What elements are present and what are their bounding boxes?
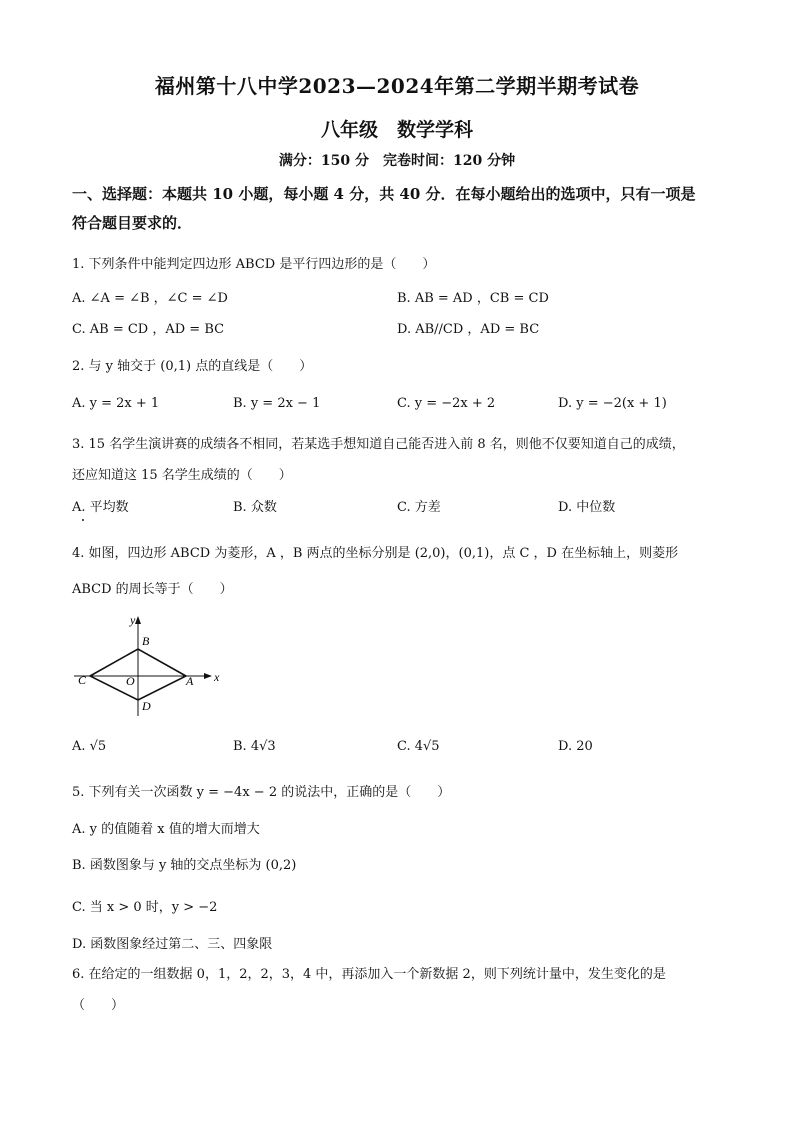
q5-option-b: B. 函数图象与 y 轴的交点坐标为 (0,2) [72,858,297,873]
section-heading-cont: 符合题目要求的． [72,214,193,232]
q3-option-d: D. 中位数 [558,500,616,515]
q4-option-c: C. 4√5 [397,739,440,754]
q1-option-c: C. AB = CD ，AD = BC [72,322,225,337]
q2-option-a: A. y = 2x + 1 [72,396,160,411]
q1-option-a: A. ∠A = ∠B ，∠C = ∠D [72,291,228,306]
label-b: B [142,634,150,648]
label-x: x [214,670,220,684]
exam-title: 福州第十八中学2023—2024年第二学期半期考试卷 [154,74,640,98]
question-4-stem-cont: ABCD 的周长等于（ ） [72,582,233,597]
label-y: y [130,613,136,627]
q1-option-d: D. AB//CD ，AD = BC [397,322,540,337]
exam-info: 满分：150 分 完卷时间：120 分钟 [278,153,516,169]
q3-option-b: B. 众数 [233,500,277,515]
x-axis-arrow [204,673,212,679]
label-o: O [126,674,135,688]
y-axis-arrow [135,616,141,624]
exam-subtitle: 八年级 数学学科 [320,119,473,141]
question-2-stem: 2. 与 y 轴交于 (0,1) 点的直线是（ ） [72,359,313,374]
q3-option-c: C. 方差 [397,500,441,515]
q5-option-d: D. 函数图象经过第二、三、四象限 [72,937,273,952]
q2-option-b: B. y = 2x − 1 [233,396,321,411]
question-3-stem-cont: 还应知道这 15 名学生成绩的（ ） [72,468,292,483]
section-heading: 一、选择题：本题共 10 小题，每小题 4 分，共 40 分．在每小题给出的选项中，只有一项是 [72,185,696,203]
q2-option-d: D. y = −2(x + 1) [558,396,667,411]
q4-option-b: B. 4√3 [233,739,276,754]
question-6-stem: 6. 在给定的一组数据 0，1，2，2，3，4 中，再添加入一个新数据 2，则下列统计量中，发生变化的是 [72,967,666,982]
label-d: D [142,699,151,713]
q4-option-a: A. √5 [72,739,107,754]
stray-dot [82,519,84,521]
question-4-stem: 4. 如图，四边形 ABCD 为菱形，A ，B 两点的坐标分别是 (2,0)，(0,1)，点 C ，D 在坐标轴上，则菱形 [72,546,679,561]
q3-option-a: A. 平均数 [72,500,129,515]
question-5-stem: 5. 下列有关一次函数 y = −4x − 2 的说法中，正确的是（ ） [72,785,451,800]
q5-option-a: A. y 的值随着 x 值的增大而增大 [72,822,260,837]
label-c: C [78,673,87,687]
rhombus-figure [74,612,224,722]
q1-option-b: B. AB = AD ，CB = CD [397,291,549,306]
question-1-stem: 1. 下列条件中能判定四边形 ABCD 是平行四边形的是（ ） [72,257,436,272]
label-a: A [186,674,194,688]
q4-option-d: D. 20 [558,739,593,754]
question-6-stem-cont: （ ） [72,998,125,1013]
q5-option-c: C. 当 x > 0 时，y > −2 [72,900,218,915]
question-3-stem: 3. 15 名学生演讲赛的成绩各不相同，若某选手想知道自己能否进入前 8 名，则他不仅要知道自己的成绩， [72,437,685,452]
q2-option-c: C. y = −2x + 2 [397,396,496,411]
